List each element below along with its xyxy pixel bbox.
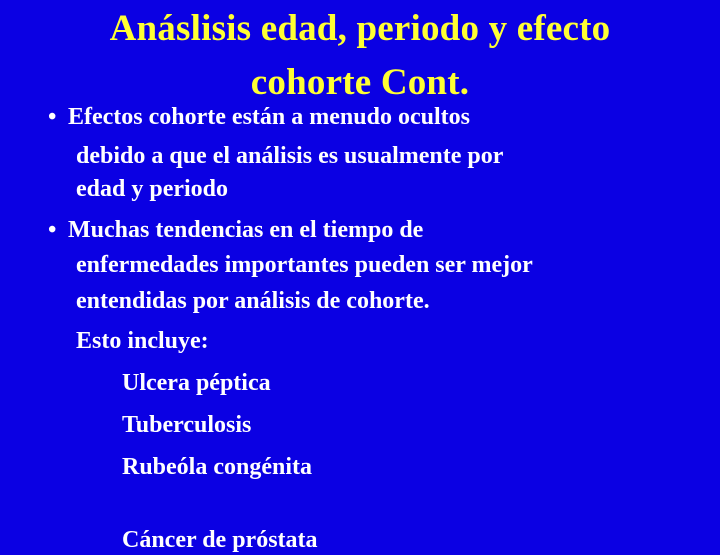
bullet-2-line-1 (48, 215, 423, 245)
bullet-2-line-2: enfermedades importantes pueden ser mejor (76, 252, 533, 278)
bullet-1-text-1: Efectos cohorte están a menudo ocultos (68, 104, 470, 130)
title-line-2: cohorte Cont. (250, 62, 470, 103)
bullet-1-line-1 (48, 102, 470, 132)
bullet-2-line-3: entendidas por análisis de cohorte. (76, 288, 430, 314)
example-ulcera: Ulcera péptica (122, 370, 271, 396)
bullet-2-text-1: Muchas tendencias en el tiempo de (68, 217, 424, 243)
bullet-1-line-2: debido a que el análisis es usualmente por (76, 143, 504, 169)
example-tuberculosis: Tuberculosis (122, 412, 252, 438)
bullet-2-marker: • (48, 217, 57, 243)
example-cancer: Cáncer de próstata (122, 527, 318, 553)
bullet-1-marker: • (48, 104, 57, 130)
bullet-2-line-4: Esto incluye: (76, 328, 209, 354)
bullet-1-line-3: edad y periodo (76, 176, 229, 202)
example-rubeola: Rubeóla congénita (122, 454, 313, 480)
slide-title (0, 2, 720, 110)
title-line-1: Anáslisis edad, periodo y efecto (109, 8, 611, 49)
